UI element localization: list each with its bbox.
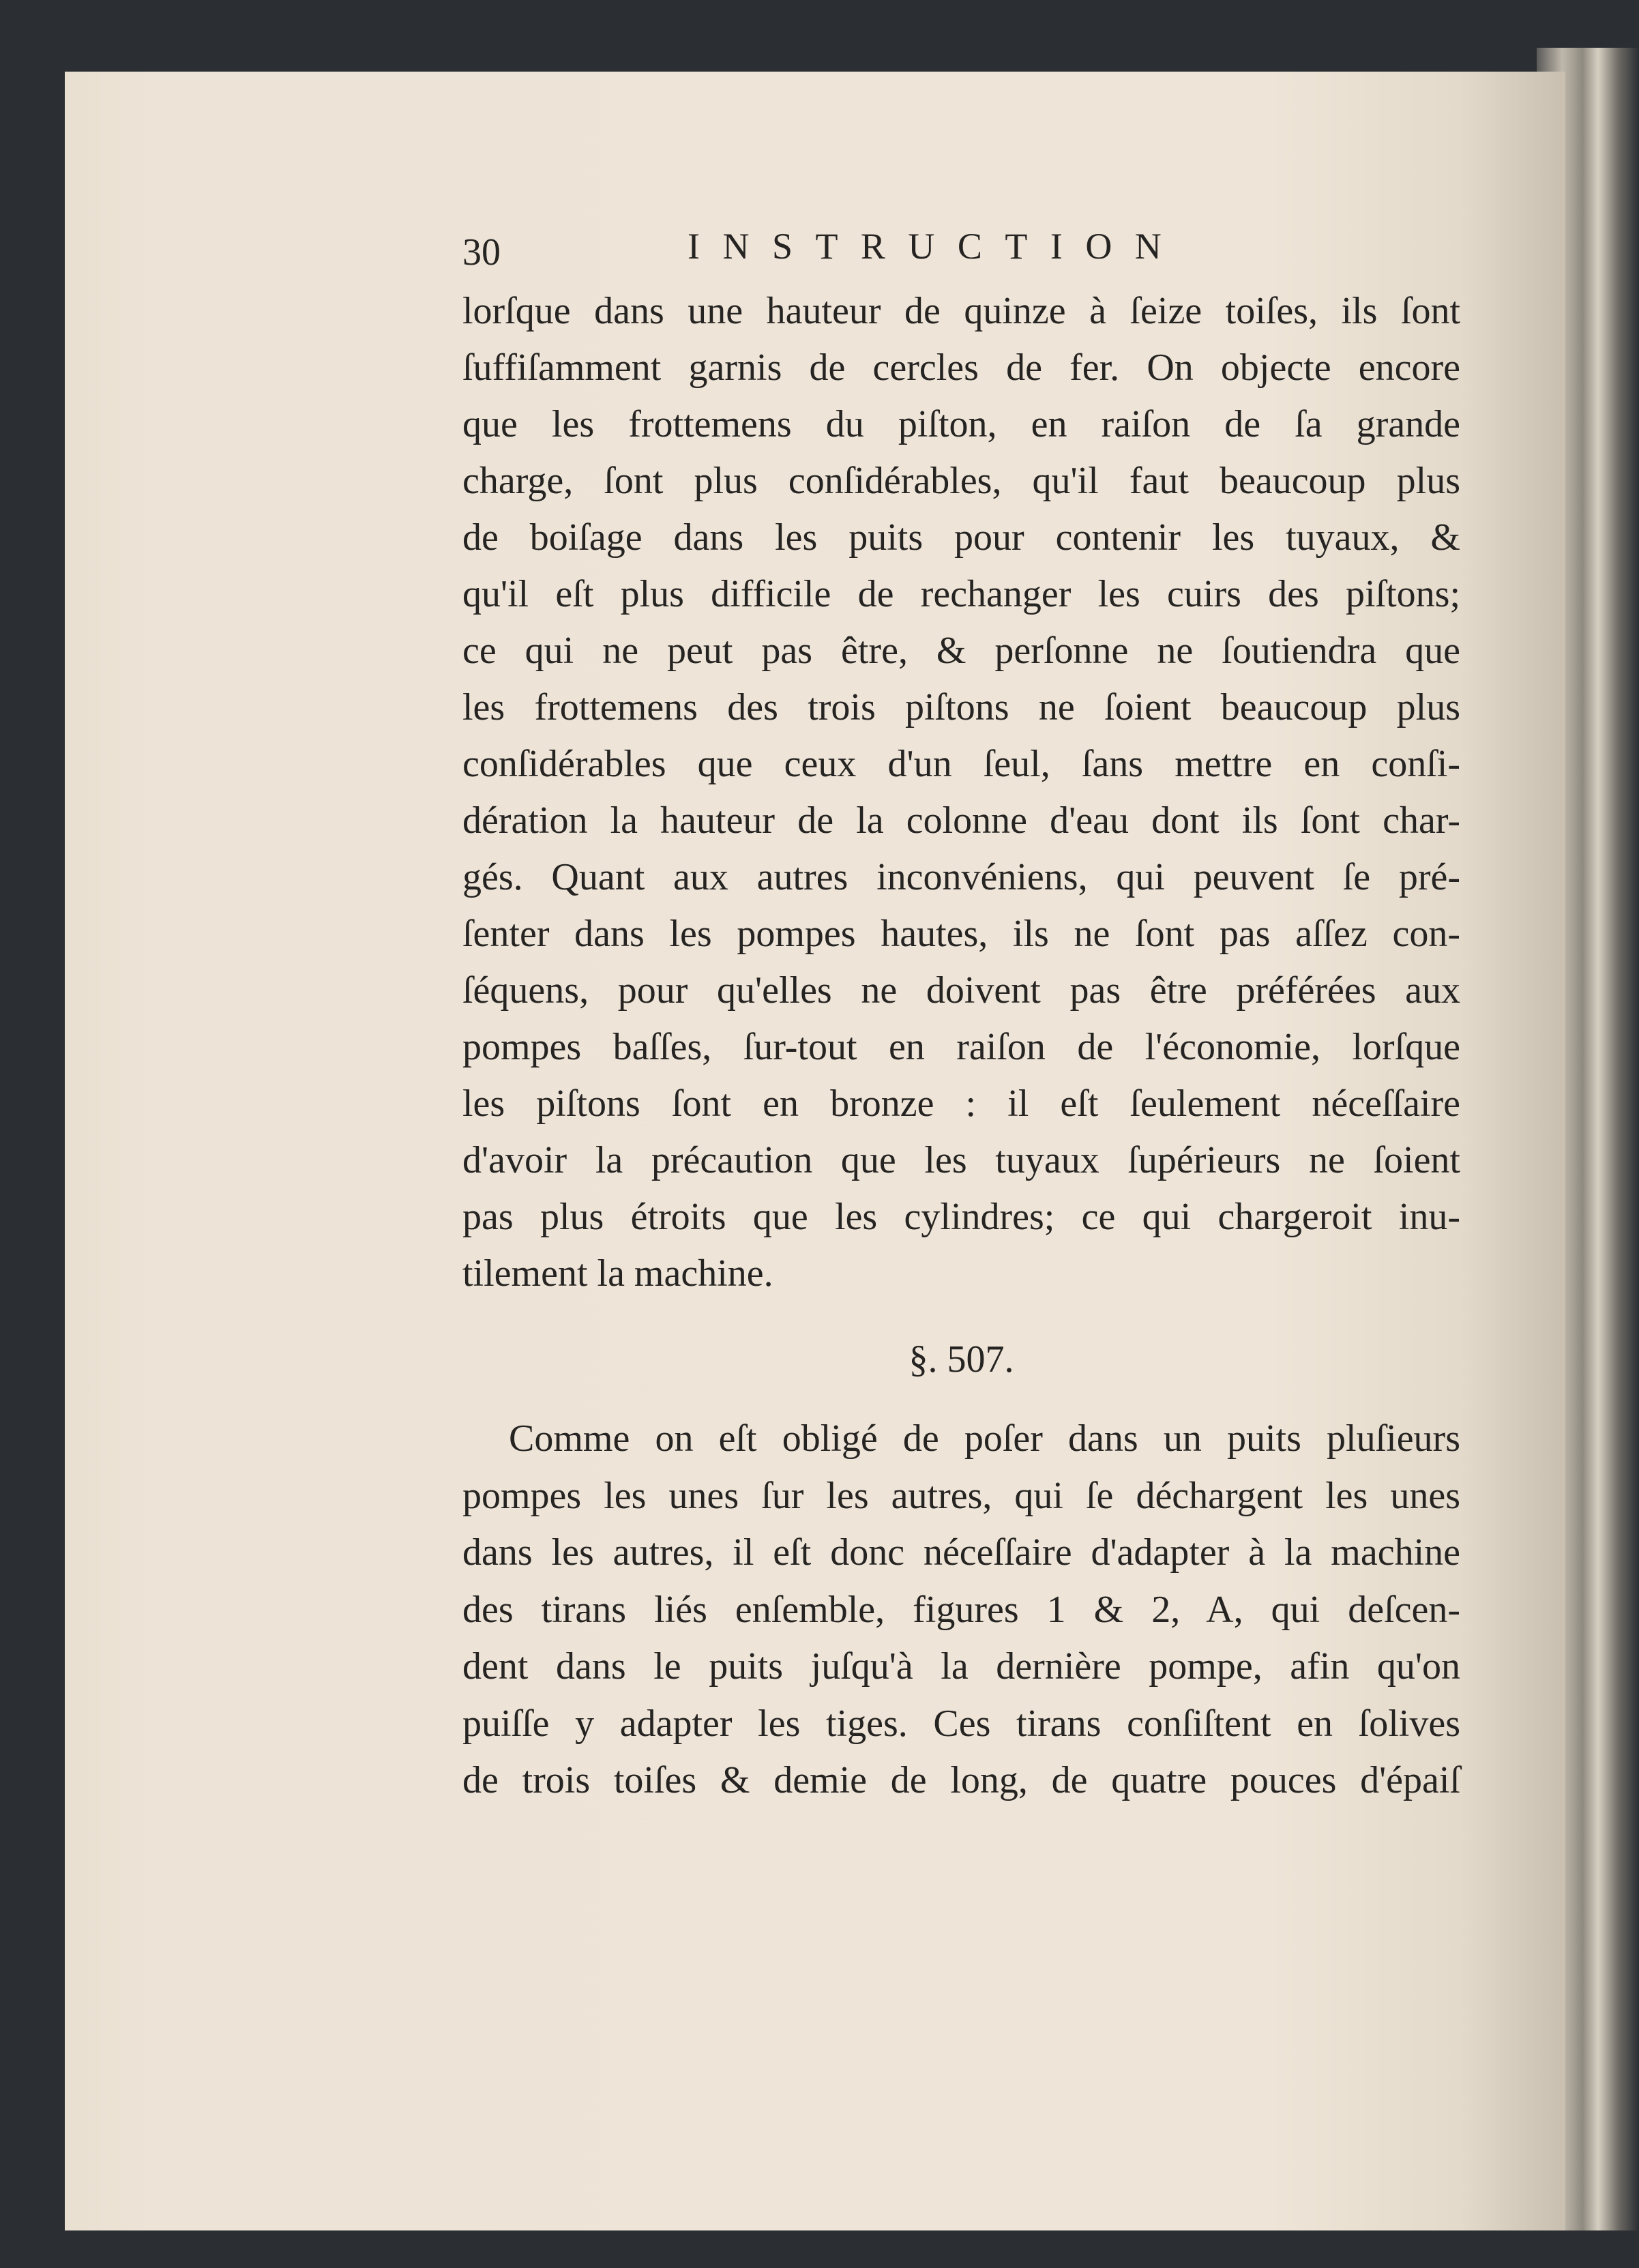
section-heading: §. 507.	[909, 1338, 1014, 1381]
text-line: ſenter dans les pompes hautes, ils ne ſont pas aſſez con-	[462, 913, 1460, 955]
text-line: lorſque dans une hauteur de quinze à ſeize toiſes, ils ſont	[462, 290, 1460, 332]
text-line: ſuffiſamment garnis de cercles de fer. On objecte encore	[462, 347, 1460, 389]
text-line: d'avoir la précaution que les tuyaux ſupérieurs ne ſoient	[462, 1139, 1460, 1181]
paragraph-1	[462, 283, 1460, 1302]
text-line: ce qui ne peut pas être, & perſonne ne ſoutiendra que	[462, 630, 1460, 672]
text-line: charge, ſont plus conſidérables, qu'il faut beaucoup plus	[462, 460, 1460, 502]
text-line: qu'il eſt plus difficile de rechanger les cuirs des piſtons;	[462, 573, 1460, 615]
page-header	[462, 225, 1460, 282]
text-line: Comme on eſt obligé de poſer dans un puits pluſieurs	[509, 1417, 1460, 1460]
text-line: dération la hauteur de la colonne d'eau dont ils ſont char-	[462, 799, 1460, 842]
paragraph-2	[462, 1411, 1460, 1810]
text-line: dent dans le puits juſqu'à la dernière pompe, afin qu'on	[462, 1645, 1460, 1688]
text-line: puiſſe y adapter les tiges. Ces tirans conſiſtent en ſolives	[462, 1702, 1460, 1745]
text-line: ſéquens, pour qu'elles ne doivent pas être préférées aux	[462, 969, 1460, 1012]
text-line: que les frottemens du piſton, en raiſon de ſa grande	[462, 403, 1460, 445]
text-line: pompes baſſes, ſur-tout en raiſon de l'économie, lorſque	[462, 1026, 1460, 1068]
text-line: de trois toiſes & demie de long, de quatre pouces d'épaiſ	[462, 1759, 1460, 1801]
running-title: INSTRUCTION	[688, 226, 1185, 267]
text-line: les frottemens des trois piſtons ne ſoient beaucoup plus	[462, 686, 1460, 728]
text-line: les piſtons ſont en bronze : il eſt ſeulement néceſſaire	[462, 1083, 1460, 1125]
text-line: dans les autres, il eſt donc néceſſaire d'adapter à la machine	[462, 1531, 1460, 1574]
text-line: pas plus étroits que les cylindres; ce qui chargeroit inu-	[462, 1196, 1460, 1238]
text-line: tilement la machine.	[462, 1252, 773, 1295]
text-line: conſidérables que ceux d'un ſeul, ſans mettre en conſi-	[462, 743, 1460, 785]
text-line: de boiſage dans les puits pour contenir les tuyaux, &	[462, 516, 1460, 559]
text-line: pompes les unes ſur les autres, qui ſe déchargent les unes	[462, 1474, 1460, 1517]
text-line: des tirans liés enſemble, figures 1 & 2, A, qui deſcen-	[462, 1588, 1460, 1631]
page-number: 30	[462, 231, 501, 274]
text-line: gés. Quant aux autres inconvéniens, qui peuvent ſe pré-	[462, 856, 1460, 898]
